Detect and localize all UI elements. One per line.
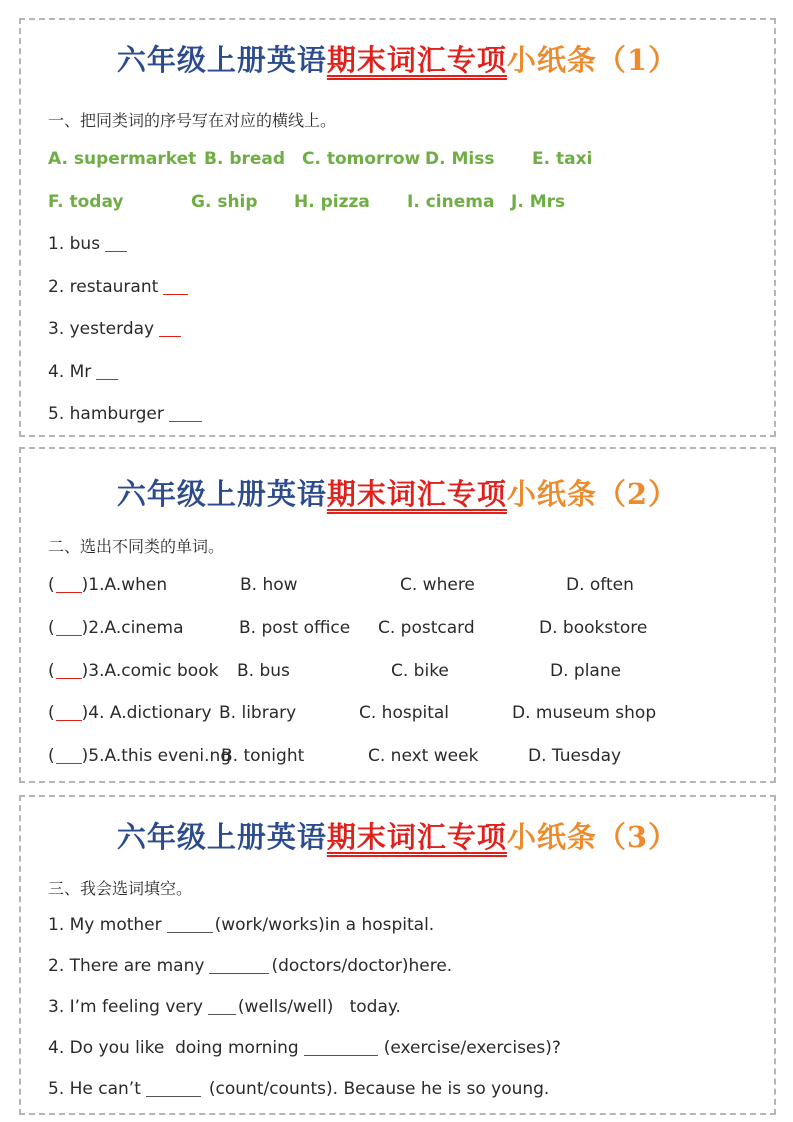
choice-b: B. post office xyxy=(239,618,351,638)
choice-b: B. library xyxy=(219,703,297,723)
title-grade: 六年级上册英语 xyxy=(116,477,327,511)
answer-blank[interactable] xyxy=(56,618,82,636)
fill-sentence: 4. Do you like doing morning (exercise/exercises)? xyxy=(48,1038,561,1058)
choice-c: C. bike xyxy=(391,661,449,681)
title-note: 小纸条（1） xyxy=(506,43,679,77)
answer-blank[interactable] xyxy=(56,703,82,721)
answer-blank[interactable] xyxy=(56,575,82,593)
choice-c: C. hospital xyxy=(359,703,450,723)
choice-d: D. museum shop xyxy=(512,703,657,723)
answer-blank[interactable] xyxy=(96,362,118,380)
choice-c: C. next week xyxy=(368,746,479,766)
instruction: 一、把同类词的序号写在对应的横线上。 xyxy=(48,111,337,130)
answer-blank[interactable] xyxy=(56,661,82,679)
choice-d: D. plane xyxy=(550,661,622,681)
title-grade: 六年级上册英语 xyxy=(116,820,327,854)
vocab-card-3 xyxy=(19,795,776,1115)
title-topic: 期末词汇专项 xyxy=(326,477,507,511)
option: E. taxi xyxy=(532,149,593,169)
answer-blank[interactable] xyxy=(304,1038,378,1056)
question-item: 2. restaurant xyxy=(48,277,188,297)
question-item: 5. hamburger xyxy=(48,404,202,424)
answer-blank[interactable] xyxy=(105,234,127,252)
title-note: 小纸条（2） xyxy=(506,477,679,511)
choice-c: C. where xyxy=(400,575,475,595)
choice-d: D. Tuesday xyxy=(528,746,622,766)
choice-b: B. bus xyxy=(237,661,290,681)
choice-c: C. postcard xyxy=(378,618,475,638)
answer-blank[interactable] xyxy=(56,746,82,764)
choice-d: D. bookstore xyxy=(539,618,648,638)
vocab-card-2 xyxy=(19,447,776,783)
choice-row: ( )1.A.when xyxy=(48,575,168,595)
choice-row: ( )5.A.this eveni.ng xyxy=(48,746,232,766)
answer-blank[interactable] xyxy=(146,1079,201,1097)
title-note: 小纸条（3） xyxy=(506,820,679,854)
fill-sentence: 1. My mother (work/works)in a hospital. xyxy=(48,915,435,935)
title-grade: 六年级上册英语 xyxy=(116,43,327,77)
card-title xyxy=(21,38,774,79)
option: D. Miss xyxy=(425,149,495,169)
question-item: 3. yesterday xyxy=(48,319,181,339)
title-topic: 期末词汇专项 xyxy=(326,820,507,854)
answer-blank[interactable] xyxy=(169,404,202,422)
option: F. today xyxy=(48,192,124,212)
vocab-card-1 xyxy=(19,18,776,437)
question-item: 4. Mr xyxy=(48,362,118,382)
instruction: 二、选出不同类的单词。 xyxy=(48,537,225,556)
option: B. bread xyxy=(204,149,286,169)
fill-sentence: 5. He can’t (count/counts). Because he is so young. xyxy=(48,1079,550,1099)
option: I. cinema xyxy=(407,192,495,212)
choice-row: ( )4. A.dictionary xyxy=(48,703,212,723)
title-topic: 期末词汇专项 xyxy=(326,43,507,77)
option: A. supermarket xyxy=(48,149,197,169)
option: J. Mrs xyxy=(511,192,566,212)
answer-blank[interactable] xyxy=(208,997,236,1015)
question-item: 1. bus xyxy=(48,234,127,254)
choice-b: B. tonight xyxy=(221,746,305,766)
card-title xyxy=(21,815,774,856)
answer-blank[interactable] xyxy=(167,915,213,933)
option: H. pizza xyxy=(294,192,370,212)
fill-sentence: 3. I’m feeling very (wells/well) today. xyxy=(48,997,401,1017)
choice-row: ( )2.A.cinema xyxy=(48,618,184,638)
choice-d: D. often xyxy=(566,575,634,595)
choice-b: B. how xyxy=(240,575,298,595)
answer-blank[interactable] xyxy=(209,956,269,974)
option: C. tomorrow xyxy=(302,149,421,169)
instruction: 三、我会选词填空。 xyxy=(48,879,193,898)
card-title xyxy=(21,472,774,513)
option: G. ship xyxy=(191,192,258,212)
answer-blank[interactable] xyxy=(159,319,181,337)
fill-sentence: 2. There are many (doctors/doctor)here. xyxy=(48,956,453,976)
choice-row: ( )3.A.comic book xyxy=(48,661,219,681)
answer-blank[interactable] xyxy=(163,277,188,295)
